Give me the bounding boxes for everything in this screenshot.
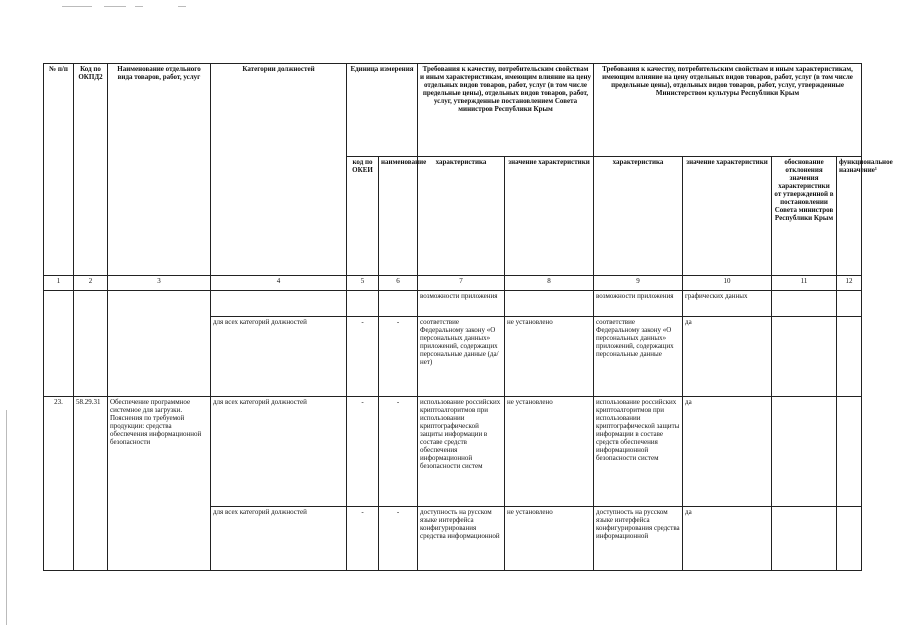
- row-okei: -: [347, 317, 379, 397]
- row-category: для всех категорий должностей: [211, 507, 347, 571]
- col-char1-header: характеристика: [418, 157, 505, 276]
- col-req-min-header: Требования к качеству, потребительским свойствам и иным характеристикам, имеющим влияние на цену отдельных видов товаров, работ, услуг (в том числе предельные цены), отдельных видов товаров, работ, услуг, утвержденные Министерством культуры Республики Крым: [594, 64, 862, 157]
- row-code: 58.29.31: [74, 397, 108, 571]
- col-number: 12: [837, 276, 862, 291]
- row-unit: -: [379, 397, 418, 507]
- col-number: 8: [505, 276, 594, 291]
- col-unit-header: Единица измерения: [347, 64, 418, 157]
- row-char1: возможности приложения: [418, 291, 505, 317]
- row-val1: не установлено: [505, 317, 594, 397]
- col-val1-header: значение характеристики: [505, 157, 594, 276]
- row-category: для всех категорий должностей: [211, 397, 347, 507]
- row-char2: использование российских криптоалгоритмов при использовании криптографической защиты информации в составе средств обеспечения информационной безопасности систем: [594, 397, 683, 507]
- row-okei: -: [347, 397, 379, 507]
- row-justification: [772, 397, 837, 507]
- col-number: 7: [418, 276, 505, 291]
- row-justification: [772, 507, 837, 571]
- row-unit: -: [379, 317, 418, 397]
- row-val2: да: [683, 507, 772, 571]
- col-func-header: функциональное назначение¹: [837, 157, 862, 276]
- row-justification: [772, 317, 837, 397]
- row-code: [74, 291, 108, 397]
- row-char2: соответствие Федеральному закону «О персональных данных» приложений, содержащих персональные данные: [594, 317, 683, 397]
- col-number: 5: [347, 276, 379, 291]
- scan-mark: [104, 6, 126, 7]
- row-char1: соответствие Федеральному закону «О персональных данных» приложений, содержащих персональные данные (да/нет): [418, 317, 505, 397]
- scan-mark: [135, 6, 143, 7]
- row-val1: [505, 291, 594, 317]
- col-req-gov-header: Требования к качеству, потребительским свойствам и иным характеристикам, имеющим влияние на цену отдельных видов товаров, работ, услуг (в том числе предельные цены), отдельных видов товаров, работ, услуг, утвержденные постановлением Совета министров Республики Крым: [418, 64, 594, 157]
- col-number: 6: [379, 276, 418, 291]
- col-justification-header: обоснование отклонения значения характеристики от утвержденной в постановлении Совета министров Республики Крым: [772, 157, 837, 276]
- scan-mark: [62, 6, 92, 7]
- row-func: [837, 397, 862, 507]
- col-unit-name-header: наименование: [379, 157, 418, 276]
- table-row: [44, 291, 862, 317]
- col-number: 4: [211, 276, 347, 291]
- row-char2: возможности приложения: [594, 291, 683, 317]
- row-category: [211, 291, 347, 317]
- row-char1: доступность на русском языке интерфейса конфигурирования средства информационной: [418, 507, 505, 571]
- table-row: [44, 397, 862, 507]
- row-category: для всех категорий должностей: [211, 317, 347, 397]
- requirements-table: [43, 63, 893, 571]
- col-char2-header: характеристика: [594, 157, 683, 276]
- col-number: 10: [683, 276, 772, 291]
- row-val2: да: [683, 397, 772, 507]
- scan-edge: [6, 410, 7, 625]
- col-category-header: Категории должностей: [211, 64, 347, 276]
- row-unit: [379, 291, 418, 317]
- row-char2: доступность на русском языке интерфейса конфигурирования средства информационной: [594, 507, 683, 571]
- row-func: [837, 317, 862, 397]
- col-number: 2: [74, 276, 108, 291]
- row-no: [44, 291, 74, 397]
- row-unit: -: [379, 507, 418, 571]
- row-func: [837, 507, 862, 571]
- row-no: 23.: [44, 397, 74, 571]
- col-number: 1: [44, 276, 74, 291]
- col-number: 9: [594, 276, 683, 291]
- row-val2: графических данных: [683, 291, 772, 317]
- col-name-header: Наименование отдельного вида товаров, работ, услуг: [108, 64, 211, 276]
- scan-mark: [178, 6, 186, 7]
- col-no-header: № п/п: [44, 64, 74, 276]
- row-okei: -: [347, 507, 379, 571]
- row-func: [837, 291, 862, 317]
- row-char1: использование российских криптоалгоритмов при использовании криптографической защиты информации в составе средств обеспечения информационной безопасности систем: [418, 397, 505, 507]
- col-number: 3: [108, 276, 211, 291]
- row-val2: да: [683, 317, 772, 397]
- row-justification: [772, 291, 837, 317]
- row-okei: [347, 291, 379, 317]
- col-val2-header: значение характеристики: [683, 157, 772, 276]
- column-number-row: [44, 276, 862, 291]
- header-row-1: [44, 64, 862, 157]
- col-okpd2-header: Код по ОКПД2: [74, 64, 108, 276]
- row-name: Обеспечение программное системное для загрузки. Пояснения по требуемой продукции: средства обеспечения информационной безопасности: [108, 397, 211, 571]
- col-number: 11: [772, 276, 837, 291]
- row-name: [108, 291, 211, 397]
- row-val1: не установлено: [505, 507, 594, 571]
- col-okei-header: код по ОКЕИ: [347, 157, 379, 276]
- row-val1: не установлено: [505, 397, 594, 507]
